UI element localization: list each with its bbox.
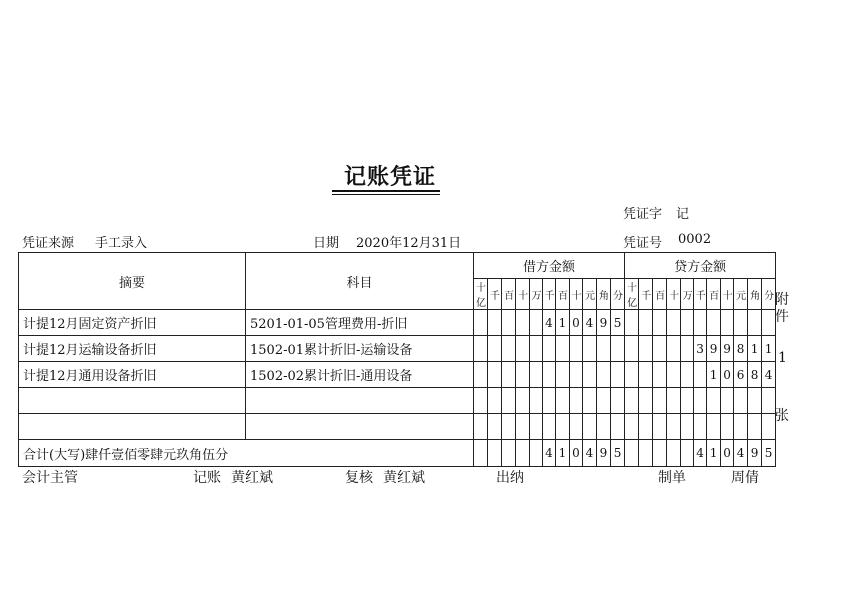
- debit-digit: [583, 336, 597, 362]
- total-debit-digit: 0: [570, 440, 583, 467]
- credit-digit: [625, 414, 639, 440]
- debit-digit: [474, 388, 488, 414]
- credit-digit: [653, 336, 667, 362]
- credit-digit: [748, 414, 762, 440]
- credit-unit-label: 千: [639, 279, 653, 310]
- debit-digit: [502, 336, 516, 362]
- debit-digit: [474, 414, 488, 440]
- voucher-no: 0002: [678, 232, 712, 247]
- attachment-unit: 张: [775, 408, 789, 424]
- credit-digit: [707, 414, 721, 440]
- credit-digit: [667, 388, 681, 414]
- credit-unit-label: 十: [667, 279, 681, 310]
- debit-digit: 4: [583, 310, 597, 336]
- debit-digit: [597, 414, 611, 440]
- debit-digit: [611, 336, 625, 362]
- debit-digit: [530, 362, 543, 388]
- voucher-no-label: 凭证号: [623, 236, 663, 251]
- total-debit-digit: 5: [611, 440, 625, 467]
- total-credit-digit: 4: [694, 440, 707, 467]
- debit-digit: 9: [597, 310, 611, 336]
- debit-digit: [556, 388, 570, 414]
- debit-digit: [556, 336, 570, 362]
- debit-unit-label: 十: [516, 279, 530, 310]
- debit-unit-label: 十亿: [474, 279, 488, 310]
- total-row: [19, 440, 776, 467]
- summary-cell: 计提12月运输设备折旧: [19, 336, 246, 362]
- debit-digit: [530, 336, 543, 362]
- debit-digit: [556, 362, 570, 388]
- credit-digit: [707, 310, 721, 336]
- debit-header: 借方金额: [474, 253, 625, 279]
- credit-unit-label: 角: [748, 279, 762, 310]
- credit-digit: [681, 310, 694, 336]
- debit-digit: 5: [611, 310, 625, 336]
- debit-digit: [611, 362, 625, 388]
- total-debit-digit: [530, 440, 543, 467]
- credit-digit: 3: [694, 336, 707, 362]
- debit-digit: 0: [570, 310, 583, 336]
- credit-unit-label: 百: [707, 279, 721, 310]
- debit-unit-label: 百: [502, 279, 516, 310]
- debit-digit: [530, 414, 543, 440]
- debit-digit: [474, 310, 488, 336]
- debit-digit: [570, 388, 583, 414]
- credit-digit: [639, 310, 653, 336]
- cashier-label: 出纳: [496, 470, 524, 486]
- account-cell: [246, 414, 474, 440]
- credit-unit-label: 元: [734, 279, 748, 310]
- credit-digit: [653, 362, 667, 388]
- debit-unit-label: 分: [611, 279, 625, 310]
- credit-digit: [639, 362, 653, 388]
- debit-digit: [543, 414, 556, 440]
- credit-digit: [639, 336, 653, 362]
- credit-digit: [653, 310, 667, 336]
- credit-digit: 4: [762, 362, 776, 388]
- credit-digit: [681, 414, 694, 440]
- total-credit-digit: [681, 440, 694, 467]
- total-debit-digit: [502, 440, 516, 467]
- debit-digit: [488, 310, 502, 336]
- total-credit-digit: 1: [707, 440, 721, 467]
- credit-digit: 6: [734, 362, 748, 388]
- summary-cell: [19, 414, 246, 440]
- account-cell: [246, 388, 474, 414]
- title-underline: [332, 190, 440, 192]
- debit-digit: [583, 362, 597, 388]
- debit-digit: [488, 388, 502, 414]
- total-credit-digit: [653, 440, 667, 467]
- debit-digit: [516, 362, 530, 388]
- credit-digit: 1: [707, 362, 721, 388]
- debit-digit: [583, 414, 597, 440]
- credit-digit: [667, 414, 681, 440]
- total-debit-digit: 4: [543, 440, 556, 467]
- credit-digit: [625, 362, 639, 388]
- debit-digit: [543, 362, 556, 388]
- credit-digit: [639, 414, 653, 440]
- debit-unit-label: 万: [530, 279, 543, 310]
- credit-digit: [762, 388, 776, 414]
- summary-header: 摘要: [19, 253, 246, 310]
- debit-digit: [530, 310, 543, 336]
- credit-unit-label: 千: [694, 279, 707, 310]
- account-header: 科目: [246, 253, 474, 310]
- credit-digit: 8: [748, 362, 762, 388]
- total-debit-digit: [488, 440, 502, 467]
- credit-unit-label: 百: [653, 279, 667, 310]
- credit-digit: [625, 388, 639, 414]
- debit-unit-label: 角: [597, 279, 611, 310]
- entry-row: [19, 336, 776, 362]
- debit-digit: [570, 336, 583, 362]
- debit-digit: [597, 336, 611, 362]
- debit-unit-label: 百: [556, 279, 570, 310]
- debit-digit: [543, 388, 556, 414]
- entry-row: [19, 362, 776, 388]
- account-cell: 1502-01累计折旧-运输设备: [246, 336, 474, 362]
- voucher-title: 记账凭证: [343, 165, 436, 190]
- summary-cell: 计提12月通用设备折旧: [19, 362, 246, 388]
- debit-digit: [516, 388, 530, 414]
- credit-digit: 0: [721, 362, 734, 388]
- credit-digit: [653, 388, 667, 414]
- attachment-label-1: 附: [775, 292, 789, 308]
- credit-digit: [734, 388, 748, 414]
- credit-unit-label: 十亿: [625, 279, 639, 310]
- credit-unit-label: 万: [681, 279, 694, 310]
- total-credit-digit: [667, 440, 681, 467]
- credit-digit: [694, 362, 707, 388]
- credit-digit: [681, 388, 694, 414]
- credit-digit: [625, 310, 639, 336]
- debit-digit: [516, 414, 530, 440]
- credit-digit: [721, 310, 734, 336]
- credit-digit: [681, 336, 694, 362]
- debit-digit: [488, 362, 502, 388]
- credit-digit: 9: [721, 336, 734, 362]
- total-debit-digit: 4: [583, 440, 597, 467]
- debit-digit: [543, 336, 556, 362]
- maker-label: 制单: [658, 470, 686, 486]
- entry-row: [19, 414, 776, 440]
- credit-digit: [639, 388, 653, 414]
- attachment-count: 1: [778, 350, 787, 366]
- total-credit-digit: 0: [721, 440, 734, 467]
- voucher-word-label: 凭证字: [623, 207, 663, 222]
- debit-digit: [502, 414, 516, 440]
- total-credit-digit: 9: [748, 440, 762, 467]
- debit-digit: [611, 388, 625, 414]
- debit-digit: [516, 336, 530, 362]
- debit-unit-label: 元: [583, 279, 597, 310]
- summary-cell: 计提12月固定资产折旧: [19, 310, 246, 336]
- total-label: 合计(大写): [23, 447, 86, 463]
- date-value: 2020年12月31日: [356, 236, 462, 251]
- debit-digit: [611, 414, 625, 440]
- maker-name: 周倩: [731, 470, 759, 486]
- credit-digit: 1: [762, 336, 776, 362]
- debit-digit: [556, 414, 570, 440]
- debit-digit: [583, 388, 597, 414]
- total-debit-digit: 1: [556, 440, 570, 467]
- total-credit-digit: 5: [762, 440, 776, 467]
- bookkeeper-label: 记账: [193, 470, 221, 486]
- debit-unit-label: 十: [570, 279, 583, 310]
- debit-digit: [502, 388, 516, 414]
- voucher-table: [18, 252, 776, 467]
- credit-digit: [667, 310, 681, 336]
- account-cell: 1502-02累计折旧-通用设备: [246, 362, 474, 388]
- bookkeeper-name: 黄红斌: [231, 470, 273, 486]
- credit-digit: [734, 414, 748, 440]
- credit-digit: [721, 388, 734, 414]
- entry-row: [19, 388, 776, 414]
- summary-cell: [19, 388, 246, 414]
- credit-digit: [694, 310, 707, 336]
- credit-unit-label: 分: [762, 279, 776, 310]
- debit-digit: [488, 414, 502, 440]
- debit-digit: [502, 362, 516, 388]
- total-debit-digit: 9: [597, 440, 611, 467]
- credit-digit: 1: [748, 336, 762, 362]
- reviewer-name: 黄红斌: [383, 470, 425, 486]
- source-value: 手工录入: [95, 236, 148, 251]
- credit-digit: 9: [707, 336, 721, 362]
- account-cell: 5201-01-05管理费用-折旧: [246, 310, 474, 336]
- total-debit-digit: [474, 440, 488, 467]
- date-label: 日期: [313, 236, 340, 251]
- credit-digit: 8: [734, 336, 748, 362]
- reviewer-label: 复核: [345, 470, 373, 486]
- debit-digit: [570, 362, 583, 388]
- debit-digit: [530, 388, 543, 414]
- total-debit-digit: [516, 440, 530, 467]
- debit-digit: [570, 414, 583, 440]
- attachment-label-2: 件: [775, 309, 789, 325]
- total-amount-words: 肆仟壹佰零肆元玖角伍分: [85, 447, 229, 463]
- source-label: 凭证来源: [22, 236, 75, 251]
- voucher-word: 记: [676, 207, 690, 222]
- debit-digit: [488, 336, 502, 362]
- debit-digit: [597, 388, 611, 414]
- credit-digit: [762, 414, 776, 440]
- credit-digit: [707, 388, 721, 414]
- entry-row: [19, 310, 776, 336]
- credit-digit: [748, 310, 762, 336]
- credit-unit-label: 十: [721, 279, 734, 310]
- debit-unit-label: 千: [488, 279, 502, 310]
- credit-digit: [667, 336, 681, 362]
- total-words-cell: [19, 440, 474, 467]
- debit-digit: [516, 310, 530, 336]
- credit-digit: [681, 362, 694, 388]
- debit-digit: 1: [556, 310, 570, 336]
- debit-digit: [597, 362, 611, 388]
- credit-digit: [625, 336, 639, 362]
- credit-digit: [721, 414, 734, 440]
- credit-digit: [748, 388, 762, 414]
- credit-digit: [653, 414, 667, 440]
- chief-label: 会计主管: [22, 470, 78, 486]
- debit-digit: [474, 336, 488, 362]
- total-credit-digit: 4: [734, 440, 748, 467]
- debit-unit-label: 千: [543, 279, 556, 310]
- credit-digit: [667, 362, 681, 388]
- debit-digit: [474, 362, 488, 388]
- total-credit-digit: [625, 440, 639, 467]
- debit-digit: [502, 310, 516, 336]
- credit-digit: [694, 414, 707, 440]
- title-underline-thin: [332, 194, 440, 195]
- debit-digit: 4: [543, 310, 556, 336]
- credit-digit: [734, 310, 748, 336]
- credit-digit: [762, 310, 776, 336]
- credit-digit: [694, 388, 707, 414]
- total-credit-digit: [639, 440, 653, 467]
- credit-header: 贷方金额: [625, 253, 776, 279]
